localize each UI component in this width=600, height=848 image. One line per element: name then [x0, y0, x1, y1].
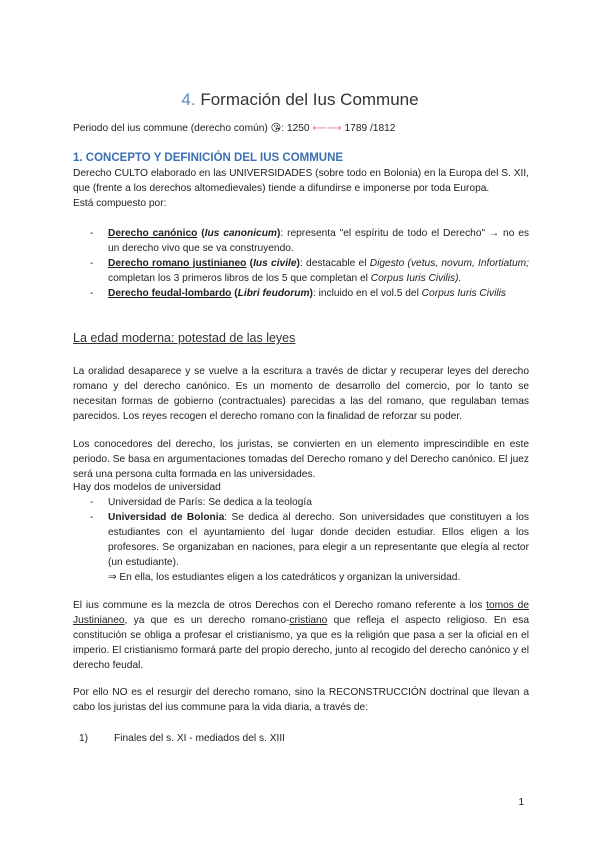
- item-term: Derecho feudal-lombardo: [108, 288, 232, 299]
- item-rest: : destacable el: [299, 258, 370, 269]
- section2-paragraph-5: Por ello NO es el resurgir del derecho romano, sino la RECONSTRUCCIÓN doctrinal que llevan a cabo los juristas del ius commune para la vida diaria, a través de:: [73, 687, 529, 713]
- item-rest2: completan los 3 primeros libros de los 5 que completan el: [108, 273, 371, 284]
- section2-paragraph-4: [73, 598, 529, 673]
- item-latin: Ius canonicum: [204, 228, 277, 239]
- numbered-item-number: 1): [79, 733, 89, 744]
- page-title: [0, 90, 600, 110]
- list-item: - Universidad de París: Se dedica a la teología: [90, 497, 312, 508]
- section2-paragraph-2: Los conocedores del derecho, los juristas, se convierten en un elemento imprescindible en este periodo. Se basa en argumentaciones tomadas del Derecho romano y del Derecho canónico. El juez será una persona culta formada en las universidades.: [73, 439, 529, 480]
- uni2-bold: Universidad de Bolonia: [108, 512, 225, 523]
- title-text: Formación del Ius Commune: [200, 90, 419, 109]
- p4-part-c: que refleja el aspecto religioso. En esa constitución se obliga a profesar el cristianismo, ya que es la religión que pasa a ser la oficial en el imperio. El cristianismo formará parte del propio derecho, junto al recogido del derecho canónico y el derecho feudal.: [73, 615, 529, 671]
- list-item: - Derecho romano justinianeo (Ius civile): destacable el Digesto (vetus, novum, Infortiatum; completan los 3 primeros libros de los 5 que completan el Corpus Iuris Civilis).: [90, 258, 529, 284]
- item-latin: Libri feudorum: [237, 288, 310, 299]
- uni1-text: Universidad de París: Se dedica a la teología: [108, 497, 312, 508]
- p4-cristiano: cristiano: [289, 615, 328, 626]
- composed-label: Está compuesto por:: [73, 198, 167, 209]
- list-item: - Derecho feudal-lombardo (Libri feudorum): incluido en el vol.5 del Corpus Iuris Civilis: [90, 288, 507, 299]
- item-term: Derecho canónico: [108, 228, 198, 239]
- section1-para-text: Derecho CULTO elaborado en las UNIVERSIDADES (sobre todo en Bolonia) en la Europa del S. XII, que (frente a los derechos altomedievales) tiende a difundirse e imponerse por toda Europa.: [73, 168, 529, 194]
- item-term: Derecho romano justinianeo: [108, 258, 247, 269]
- p4-tomos: tomos de Justinianeo: [73, 600, 529, 626]
- page-number: 1: [518, 797, 524, 808]
- item-corpus: Corpus Iuris Civilis: [421, 288, 507, 299]
- section2-paragraph-3: Hay dos modelos de universidad: [73, 482, 221, 493]
- uni2-arrow-text: ⇒ En ella, los estudiantes eligen a los catedráticos y organizan la universidad.: [108, 572, 461, 583]
- uni2-rest: : Se dedica al derecho. Son universidades que constituyen a los estudiantes con el ayuntamiento del lugar donde deciden estudiar. Ellos eligen a los profesores. Se organizaban en naciones, para elegir a un representante que elegía al rector (un estudiante).: [108, 512, 529, 568]
- section2-paragraph-1: La oralidad desaparece y se vuelve a la escritura a través de dictar y recuperar leyes del derecho romano y del derecho canónico. Es un momento de desarrollo del comercio, por lo tanto se necesitan formas de gobierno (contractuales) parecidas a las del romano, que regulaban temas parecidos. Los reyes recogen el derecho romano con la finalidad de reforzar su poder.: [73, 366, 529, 422]
- section1-paragraph: [73, 166, 529, 211]
- uni2-arrow-line: [73, 570, 529, 585]
- p4-part-a: El ius commune es la mezcla de otros Derechos con el Derecho romano referente a los: [73, 600, 487, 611]
- item-latin: Ius civile: [253, 258, 297, 269]
- section1-heading: 1. CONCEPTO Y DEFINICIÓN DEL IUS COMMUNE: [73, 152, 344, 164]
- period-line: [73, 121, 529, 136]
- p4-part-b: , ya que es un derecho romano-: [124, 615, 290, 626]
- period-range-end: 1789 /1812: [344, 123, 396, 134]
- item-rest: : representa "el espíritu de todo el Derecho" → no es un derecho vivo que se va construyendo.: [108, 228, 529, 254]
- period-text: Periodo del ius commune (derecho común) 😘: 1250: [73, 123, 310, 134]
- item-digesto: Digesto (vetus, novum, Infortiatum;: [369, 258, 529, 269]
- item-corpus: Corpus Iuris Civilis).: [370, 273, 462, 284]
- composition-list: [73, 226, 529, 301]
- section2-heading: La edad moderna: potestad de las leyes: [73, 331, 296, 345]
- list-item: - Derecho canónico (Ius canonicum): representa "el espíritu de todo el Derecho" → no es un derecho vivo que se va construyendo.: [90, 228, 529, 254]
- period-arrow: ⟵⟶: [312, 123, 342, 134]
- item-rest: : incluido en el vol.5 del: [312, 288, 422, 299]
- numbered-item: [73, 731, 529, 746]
- list-item: - Universidad de Bolonia: Se dedica al derecho. Son universidades que constituyen a los estudiantes con el ayuntamiento del lugar donde deciden estudiar. Ellos eligen a los profesores. Se organizaban en naciones, para elegir a un representante que elegía al rector (un estudiante).: [90, 512, 529, 568]
- university-list: [73, 495, 529, 585]
- numbered-item-text: Finales del s. XI - mediados del s. XIII: [114, 733, 285, 744]
- title-number: 4.: [181, 90, 196, 109]
